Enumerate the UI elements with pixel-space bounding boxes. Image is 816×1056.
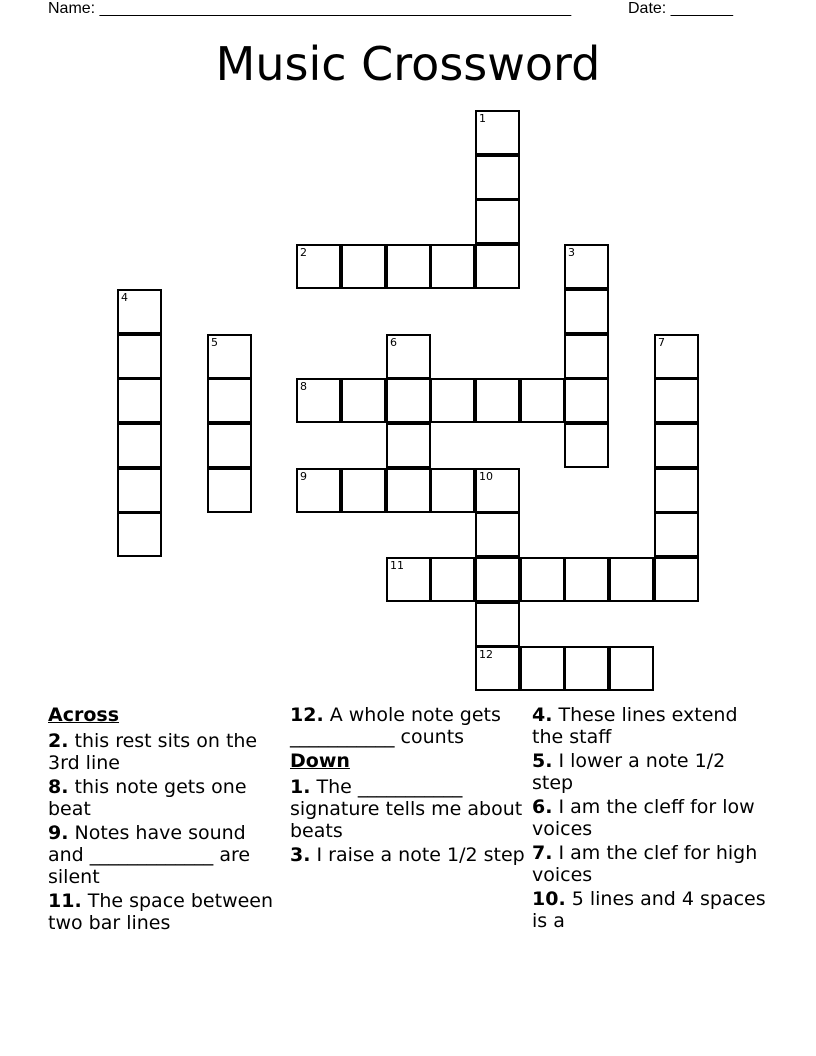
crossword-cell[interactable]	[207, 378, 252, 423]
clue-number: 9	[300, 470, 307, 483]
clue-number: 10	[479, 470, 493, 483]
crossword-cell[interactable]	[117, 378, 162, 423]
crossword-cell[interactable]	[475, 110, 520, 155]
clue-text: These lines extend the staff	[532, 704, 738, 748]
clues-column-2	[290, 704, 526, 868]
across-heading: Across	[48, 704, 120, 726]
crossword-cell[interactable]	[654, 334, 699, 379]
crossword-cell[interactable]	[654, 557, 699, 602]
clue-number-label: 12.	[290, 704, 324, 726]
clue	[532, 796, 768, 840]
crossword-cell[interactable]	[430, 378, 475, 423]
crossword-cell[interactable]	[117, 334, 162, 379]
clue-number: 6	[390, 336, 397, 349]
crossword-cell[interactable]	[564, 289, 609, 334]
crossword-cell[interactable]	[386, 378, 431, 423]
clue-number-label: 8.	[48, 776, 69, 798]
crossword-cell[interactable]	[386, 244, 431, 289]
across-clue-list	[48, 730, 284, 934]
crossword-cell[interactable]	[386, 468, 431, 513]
clue-number: 3	[568, 246, 575, 259]
clue-number: 1	[479, 112, 486, 125]
crossword-cell[interactable]	[430, 244, 475, 289]
crossword-cell[interactable]	[609, 646, 654, 691]
clue	[532, 750, 768, 794]
crossword-cell[interactable]	[475, 468, 520, 513]
crossword-cell[interactable]	[341, 468, 386, 513]
clue	[290, 704, 526, 748]
crossword-cell[interactable]	[207, 334, 252, 379]
clue-number: 8	[300, 380, 307, 393]
clue	[532, 888, 768, 932]
crossword-cell[interactable]	[564, 378, 609, 423]
clue-text: A whole note gets ___________ counts	[290, 704, 501, 748]
crossword-cell[interactable]	[520, 378, 565, 423]
clue	[48, 890, 284, 934]
crossword-cell[interactable]	[117, 423, 162, 468]
crossword-cell[interactable]	[475, 244, 520, 289]
crossword-cell[interactable]	[475, 512, 520, 557]
clue-text: this rest sits on the 3rd line	[48, 730, 258, 774]
clue-number: 12	[479, 648, 493, 661]
across-clue-list-continued	[290, 704, 526, 748]
date-field-label: Date: _______	[628, 0, 733, 17]
clue-number: 5	[211, 336, 218, 349]
clue-text: this note gets one beat	[48, 776, 247, 820]
clue-text: I am the cleff for low voices	[532, 796, 755, 840]
crossword-cell[interactable]	[475, 646, 520, 691]
crossword-cell[interactable]	[654, 423, 699, 468]
page-title: Music Crossword	[215, 37, 601, 91]
crossword-cell[interactable]	[296, 468, 341, 513]
clue-number-label: 2.	[48, 730, 69, 752]
clue	[48, 776, 284, 820]
name-field-label: Name: _____________________________________________________	[48, 0, 572, 17]
crossword-cell[interactable]	[654, 512, 699, 557]
clue-text: The ___________ signature tells me about beats	[290, 776, 523, 842]
crossword-cell[interactable]	[386, 423, 431, 468]
crossword-cell[interactable]	[520, 557, 565, 602]
crossword-cell[interactable]	[117, 512, 162, 557]
clue-text: 5 lines and 4 spaces is a	[532, 888, 766, 932]
crossword-cell[interactable]	[564, 646, 609, 691]
crossword-cell[interactable]	[564, 557, 609, 602]
clue-number: 4	[121, 291, 128, 304]
clues-column-3	[532, 704, 768, 934]
clue	[48, 730, 284, 774]
crossword-cell[interactable]	[564, 423, 609, 468]
clue	[532, 704, 768, 748]
crossword-cell[interactable]	[564, 334, 609, 379]
down-clue-list-continued	[532, 704, 768, 932]
down-heading: Down	[290, 750, 350, 772]
crossword-cell[interactable]	[475, 602, 520, 647]
clue-number-label: 1.	[290, 776, 311, 798]
clue-number-label: 3.	[290, 844, 311, 866]
clue-text: I raise a note 1/2 step	[310, 844, 525, 866]
crossword-cell[interactable]	[475, 155, 520, 200]
crossword-cell[interactable]	[207, 423, 252, 468]
clue-number: 11	[390, 559, 404, 572]
clue-text: I am the clef for high voices	[532, 842, 758, 886]
clue-text: The space between two bar lines	[48, 890, 274, 934]
clue-text: I lower a note 1/2 step	[532, 750, 726, 794]
crossword-cell[interactable]	[564, 244, 609, 289]
clue	[532, 842, 768, 886]
clue	[48, 822, 284, 888]
crossword-cell[interactable]	[654, 378, 699, 423]
crossword-cell[interactable]	[341, 378, 386, 423]
crossword-cell[interactable]	[654, 468, 699, 513]
crossword-cell[interactable]	[117, 289, 162, 334]
clue-number-label: 11.	[48, 890, 82, 912]
crossword-cell[interactable]	[520, 646, 565, 691]
crossword-cell[interactable]	[475, 557, 520, 602]
clue-number: 7	[658, 336, 665, 349]
clue	[290, 776, 526, 842]
crossword-cell[interactable]	[609, 557, 654, 602]
clue-number-label: 5.	[532, 750, 553, 772]
crossword-cell[interactable]	[386, 557, 431, 602]
clue-number-label: 7.	[532, 842, 553, 864]
crossword-cell[interactable]	[341, 244, 386, 289]
clue-number-label: 9.	[48, 822, 69, 844]
crossword-cell[interactable]	[475, 378, 520, 423]
clue-number-label: 6.	[532, 796, 553, 818]
clue-number-label: 10.	[532, 888, 566, 910]
crossword-cell[interactable]	[296, 244, 341, 289]
crossword-cell[interactable]	[117, 468, 162, 513]
crossword-cell[interactable]	[386, 334, 431, 379]
crossword-cell[interactable]	[475, 199, 520, 244]
clue-number: 2	[300, 246, 307, 259]
clue-number-label: 4.	[532, 704, 553, 726]
crossword-cell[interactable]	[430, 557, 475, 602]
clue-text: Notes have sound and _____________ are silent	[48, 822, 251, 888]
clues-column-1	[48, 704, 284, 936]
down-clue-list	[290, 776, 526, 866]
clue	[290, 844, 526, 866]
crossword-cell[interactable]	[430, 468, 475, 513]
crossword-cell[interactable]	[296, 378, 341, 423]
crossword-cell[interactable]	[207, 468, 252, 513]
